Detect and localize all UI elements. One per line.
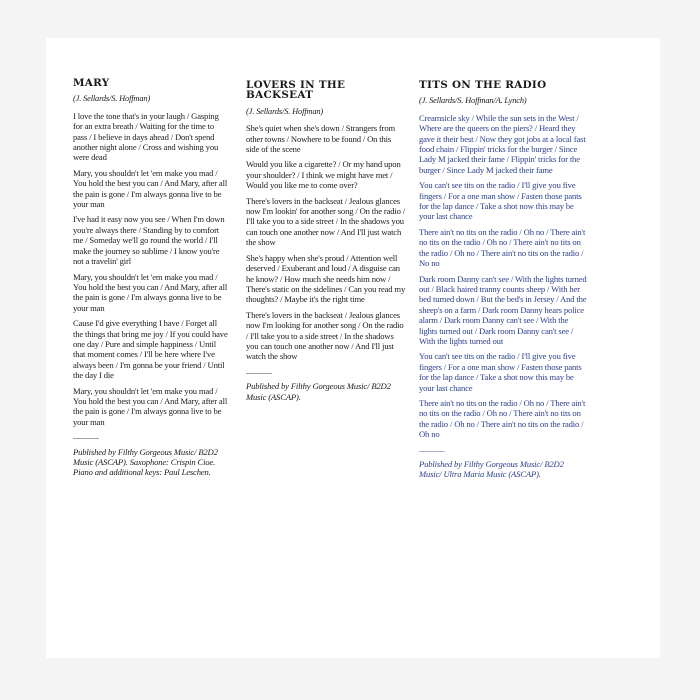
divider-dash: ——— [73, 432, 99, 443]
lyric-stanza: Mary, you shouldn't let 'em make you mad / You hold the best you can / And Mary, after all the pain is gone / I'm always gonna live to be your man [73, 385, 228, 427]
songwriter-credit: (J. Sellards/S. Hoffman) [73, 94, 151, 104]
liner-notes-page [46, 38, 660, 658]
lyric-stanza: Dark room Danny can't see / With the lights turned out / Black haired tranny counts sheep / With her bed turned down / But the bed's in Jersey / And the sheep's on a farm / Dark room Danny hears police alarm / Dark room Danny can't see / With the lights turned out / Dark room Danny can't see / With the lights turned out [419, 273, 587, 346]
publisher-credit: Published by Filthy Gorgeous Music/ B2D2 Music/ Ultra Maria Music (ASCAP). [419, 459, 564, 480]
lyric-stanza: Would you like a cigarette? / Or my hand upon your shoulder? / I think we might have met / Would you like me to come over? [246, 159, 401, 191]
divider-dash: ——— [246, 366, 272, 377]
publisher-credit: Published by Filthy Gorgeous Music/ B2D2 Music (ASCAP). Saxophone: Crispin Cioe. Piano and additional keys: Paul Leschen. [73, 446, 218, 478]
lyric-stanza: You can't see tits on the radio / I'll give you five fingers / For a one man show / Fasten those pants for the lap dance / Take a shot now this may be your last chance [419, 351, 582, 393]
songwriter-credit: (J. Sellards/S. Hoffman/A. Lynch) [419, 96, 527, 106]
lyric-stanza: Mary, you shouldn't let 'em make you mad / You hold the best you can / And Mary, after all the pain is gone / I'm always gonna live to be your man [73, 271, 228, 313]
song-column-mary [73, 78, 228, 478]
lyric-stanza: I love the tone that's in your laugh / Gasping for an extra breath / Waiting for the time to pass / I believe in days ahead / Don't spend another night alone / Cross and wishing you were dead [73, 110, 219, 163]
lyric-stanza: There ain't no tits on the radio / Oh no / There ain't no tits on the radio / Oh no / There ain't no tits on the radio / Oh no / There ain't no tits on the radio / Oh no [419, 397, 586, 440]
lyric-stanza: You can't see tits on the radio / I'll give you five fingers / For a one man show / Fasten those pants for the lap dance / Take a shot now this may be your last chance [419, 180, 582, 222]
song-column-lovers-in-the-backseat [246, 80, 406, 402]
lyric-stanza: Creamsicle sky / While the sun sets in the West / Where are the queers on the piers? / Heard they gave it their best / Now they got jobs at a local fast food chain / Flippin' tricks for the burger / Since Lady M jacked their fame / Flippin' tricks for the burger / Since Lady M jacked their fame [419, 112, 586, 175]
publisher-credit: Published by Filthy Gorgeous Music/ B2D2 Music (ASCAP). [246, 381, 391, 402]
lyric-stanza: She's quiet when she's down / Strangers from other towns / Nowhere to be found / On this side of the scene [246, 123, 396, 155]
lyric-stanza: She's happy when she's proud / Attention well deserved / Exuberant and loud / A disguise can he know? / How much she needs him now / There's static on the sidelines / Can you read my thoughts? / Maybe it's the right time [246, 252, 406, 305]
song-title: LOVERS IN THE BACKSEAT [246, 79, 346, 102]
song-column-tits-on-the-radio [419, 80, 587, 480]
lyric-stanza: There ain't no tits on the radio / Oh no / There ain't no tits on the radio / Oh no / There ain't no tits on the radio / Oh no / There ain't no tits on the radio / No no [419, 226, 586, 269]
song-title: TITS ON THE RADIO [419, 79, 547, 91]
lyric-stanza: Mary, you shouldn't let 'em make you mad / You hold the best you can / And Mary, after all the pain is gone / I'm always gonna live to be your man [73, 167, 228, 210]
songwriter-credit: (J. Sellards/S. Hoffman) [246, 106, 324, 116]
lyric-stanza: There's lovers in the backseat / Jealous glances now I'm looking for another song / On the radio / I'll take you to a side street / In the shadows you can touch one another now / And I'll just watch the show [246, 309, 404, 362]
divider-dash: ——— [419, 444, 445, 455]
lyric-stanza: Cause I'd give everything I have / Forget all the things that bring me joy / If you could have one day / Pure and simple happiness / Until that moment comes / I'll be here where I've always been / I'm gonna be your friend / Until the day I die [73, 318, 228, 381]
lyric-stanza: There's lovers in the backseat / Jealous glances now I'm lookin' for another song / On the radio / I'll take you to a side street / In the shadows you can touch one another now / And I'll just watch the show [246, 195, 405, 248]
lyric-stanza: I've had it easy now you see / When I'm down you're always there / Standing by to comfort me / Someday we'll go round the world / I'll make the journey so sublime / I know you're not a travelin' girl [73, 214, 225, 267]
song-title: MARY [73, 77, 110, 89]
